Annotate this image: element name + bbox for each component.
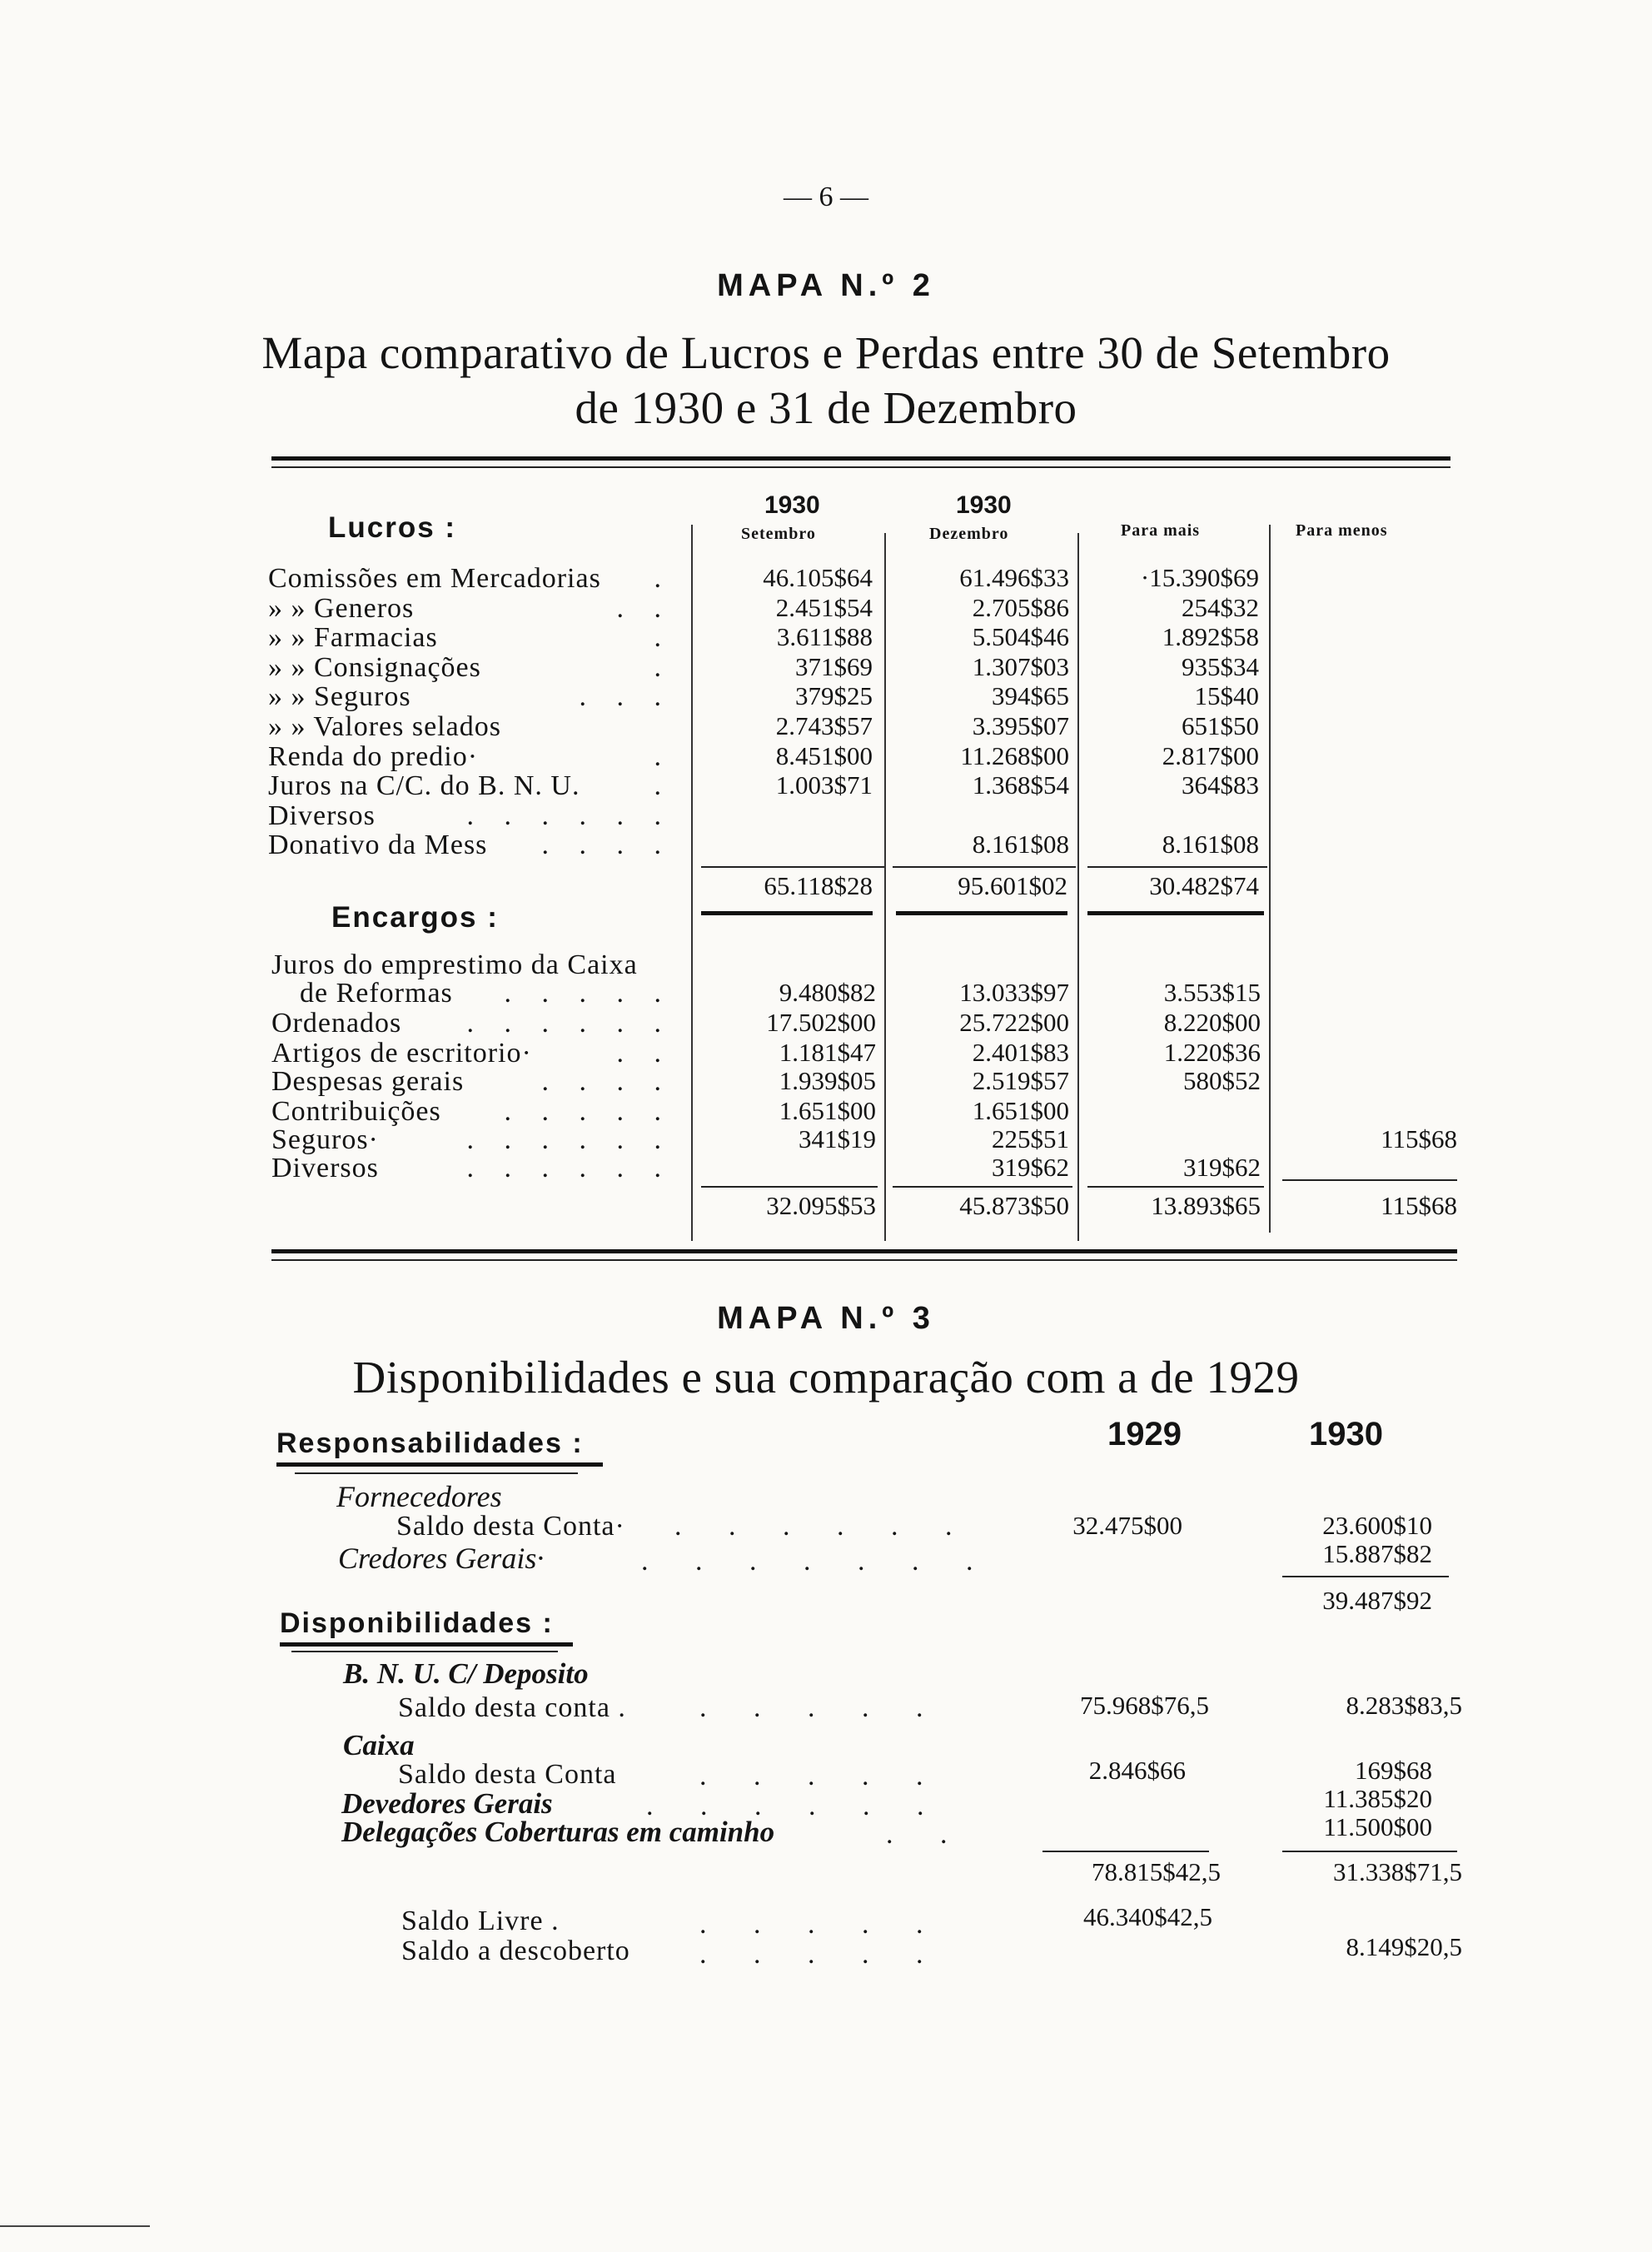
row-label: Artigos de escritorio· bbox=[271, 1038, 532, 1069]
cell-dezembro: 2.705$86 bbox=[972, 592, 1069, 622]
caixa-saldo-label: Saldo desta Conta bbox=[398, 1759, 617, 1790]
cell-setembro: 1.003$71 bbox=[775, 770, 873, 800]
disp-sum-rule-2 bbox=[1282, 1851, 1457, 1852]
row-label: Ordenados bbox=[271, 1008, 402, 1039]
lucros-heading: Lucros : bbox=[328, 511, 457, 544]
bottom-rule bbox=[271, 1249, 1457, 1253]
leader-dots: . bbox=[654, 770, 673, 802]
cell-para-mais: 935$34 bbox=[1182, 651, 1259, 681]
lucros-double-rule-2 bbox=[896, 911, 1067, 915]
encargos-total-set: 32.095$53 bbox=[766, 1191, 876, 1220]
resp-sum-rule bbox=[1282, 1576, 1449, 1577]
col-divider-3 bbox=[1077, 533, 1079, 1241]
row-label: Juros do emprestimo da Caixa bbox=[271, 949, 638, 980]
row-label: Renda do predio· bbox=[268, 740, 479, 772]
top-rule bbox=[271, 456, 1450, 461]
cell-dezembro: 8.161$08 bbox=[972, 830, 1069, 859]
cell-dezembro: 11.268$00 bbox=[960, 740, 1069, 770]
mapa3-heading: MAPA N.º 3 bbox=[717, 1301, 935, 1336]
leader-dots: . . bbox=[616, 1038, 673, 1069]
leader-dots: . bbox=[654, 563, 673, 594]
cell-dezembro: 394$65 bbox=[992, 681, 1069, 711]
col-divider-4 bbox=[1269, 525, 1271, 1233]
col-sub-dezembro: Dezembro bbox=[929, 525, 1009, 543]
cell-setembro: 379$25 bbox=[795, 681, 873, 711]
cell-setembro: 1.651$00 bbox=[779, 1096, 876, 1125]
cell-dezembro: 225$51 bbox=[992, 1124, 1069, 1153]
cell-setembro: 2.451$54 bbox=[775, 592, 873, 622]
cell-para-mais: 319$62 bbox=[1183, 1153, 1261, 1182]
row-label: de Reformas bbox=[300, 978, 453, 1009]
lucros-total-set: 65.118$28 bbox=[764, 871, 873, 900]
cell-setembro: 341$19 bbox=[799, 1124, 876, 1153]
cell-para-mais: 3.553$15 bbox=[1163, 978, 1261, 1007]
leader-dots: . bbox=[654, 740, 673, 772]
cell-para-mais: 364$83 bbox=[1182, 770, 1259, 800]
cell-para-mais: 1.220$36 bbox=[1163, 1038, 1261, 1067]
leader-dots: . . . . . . bbox=[466, 1008, 673, 1039]
dev-dots: . . . . . . bbox=[646, 1791, 944, 1821]
leader-dots: . . . . . bbox=[504, 1096, 673, 1127]
fornecedores-label: Fornecedores bbox=[336, 1480, 502, 1513]
col-divider-1 bbox=[691, 525, 693, 1241]
responsabilidades-heading: Responsabilidades : bbox=[276, 1427, 584, 1459]
cell-dezembro: 61.496$33 bbox=[959, 563, 1069, 592]
cell-setembro: 9.480$82 bbox=[779, 978, 876, 1007]
col-year-1: 1930 bbox=[764, 491, 820, 519]
cell-dezembro: 2.401$83 bbox=[972, 1038, 1069, 1067]
bnu-saldo-label: Saldo desta conta . bbox=[398, 1692, 626, 1723]
cell-para-mais: 8.220$00 bbox=[1163, 1008, 1261, 1037]
lucros-sum-rule-2 bbox=[893, 866, 1076, 868]
lucros-total-dez: 95.601$02 bbox=[958, 871, 1067, 900]
row-label: Diversos bbox=[271, 1153, 379, 1183]
row-label: Diversos bbox=[268, 800, 376, 831]
cell-dezembro: 3.395$07 bbox=[972, 711, 1069, 740]
saldo-livre-1929: 46.340$42,5 bbox=[1083, 1902, 1212, 1931]
disponibilidades-heading: Disponibilidades : bbox=[280, 1607, 554, 1639]
saldo-livre-dots: . . . . . bbox=[699, 1909, 943, 1940]
cell-para-mais: 15$40 bbox=[1194, 681, 1259, 711]
year-1929: 1929 bbox=[1107, 1416, 1182, 1452]
cell-para-mais: 2.817$00 bbox=[1162, 740, 1259, 770]
saldo-descoberto-1930: 8.149$20,5 bbox=[1346, 1932, 1462, 1961]
lucros-total-mais: 30.482$74 bbox=[1149, 871, 1259, 900]
resp-total-1930: 39.487$92 bbox=[1322, 1586, 1432, 1615]
cred-1930: 15.887$82 bbox=[1322, 1539, 1432, 1568]
disp-sum-rule-1 bbox=[1042, 1851, 1209, 1852]
row-label: Seguros· bbox=[271, 1124, 379, 1155]
cell-setembro: 3.611$88 bbox=[776, 622, 873, 652]
col-divider-2 bbox=[884, 533, 886, 1241]
cell-setembro: 8.451$00 bbox=[775, 740, 873, 770]
disp-total-1930: 31.338$71,5 bbox=[1333, 1857, 1462, 1886]
cell-setembro: 46.105$64 bbox=[763, 563, 873, 592]
disp-total-1929: 78.815$42,5 bbox=[1092, 1857, 1221, 1886]
deleg-dots: . . bbox=[886, 1819, 968, 1850]
cell-para-mais: 254$32 bbox=[1182, 592, 1259, 622]
cell-para-mais: 8.161$08 bbox=[1162, 830, 1259, 859]
cell-dezembro: 2.519$57 bbox=[972, 1066, 1069, 1095]
saldo-livre-label: Saldo Livre . bbox=[401, 1906, 560, 1936]
cell-para-mais: 580$52 bbox=[1183, 1066, 1261, 1095]
leader-dots: . . . . . . bbox=[466, 1124, 673, 1155]
lucros-double-rule-3 bbox=[1087, 911, 1264, 915]
cell-setembro: 1.181$47 bbox=[779, 1038, 876, 1067]
cell-para-menos: 115$68 bbox=[1381, 1124, 1457, 1153]
mapa2-heading: MAPA N.º 2 bbox=[717, 268, 935, 303]
encargos-total-mais: 13.893$65 bbox=[1151, 1191, 1261, 1220]
cell-setembro: 17.502$00 bbox=[766, 1008, 876, 1037]
resp-underline bbox=[276, 1462, 603, 1467]
year-1930: 1930 bbox=[1309, 1416, 1383, 1452]
cell-dezembro: 25.722$00 bbox=[959, 1008, 1069, 1037]
cred-dots: . . . . . . . bbox=[641, 1546, 993, 1577]
enc-sum-rule-2 bbox=[893, 1186, 1072, 1188]
cell-dezembro: 1.307$03 bbox=[972, 651, 1069, 681]
leader-dots: . . . . . bbox=[504, 978, 673, 1009]
cell-dezembro: 5.504$46 bbox=[972, 622, 1069, 652]
leader-dots: . . . . bbox=[541, 1066, 673, 1097]
top-rule-thin bbox=[271, 466, 1450, 468]
saldo-descoberto-label: Saldo a descoberto bbox=[401, 1936, 630, 1966]
page-edge-mark bbox=[0, 2225, 150, 2227]
caixa-label: Caixa bbox=[343, 1729, 415, 1761]
row-label: » » Farmacias bbox=[268, 622, 438, 654]
page-number: — 6 — bbox=[784, 182, 868, 212]
encargos-heading: Encargos : bbox=[331, 901, 499, 934]
encargos-total-menos: 115$68 bbox=[1381, 1191, 1457, 1220]
forn-dots: . . . . . . bbox=[674, 1511, 973, 1542]
leader-dots: . . bbox=[616, 592, 673, 624]
forn-1930: 23.600$10 bbox=[1322, 1511, 1432, 1540]
forn-saldo-label: Saldo desta Conta· bbox=[396, 1511, 625, 1542]
resp-underline-thin bbox=[295, 1472, 578, 1474]
mapa2-title-line1: Mapa comparativo de Lucros e Perdas entre 30 de Setembro bbox=[261, 327, 1391, 378]
cell-dezembro: 1.368$54 bbox=[972, 770, 1069, 800]
caixa-1929: 2.846$66 bbox=[1088, 1756, 1186, 1785]
leader-dots: . . . bbox=[579, 681, 673, 713]
row-label: » » Seguros bbox=[268, 681, 411, 713]
row-label: Juros na C/C. do B. N. U. bbox=[268, 770, 580, 802]
cell-dezembro: 1.651$00 bbox=[972, 1096, 1069, 1125]
col-year-2: 1930 bbox=[956, 491, 1012, 519]
encargos-total-dez: 45.873$50 bbox=[959, 1191, 1069, 1220]
bnu-1930: 8.283$83,5 bbox=[1346, 1691, 1462, 1720]
cell-setembro: 1.939$05 bbox=[779, 1066, 876, 1095]
leader-dots: . bbox=[654, 622, 673, 654]
col-para-mais: Para mais bbox=[1121, 521, 1201, 540]
row-label: » » Generos bbox=[268, 592, 415, 624]
row-label: Comissões em Mercadorias bbox=[268, 563, 601, 594]
enc-sum-rule-1 bbox=[701, 1186, 878, 1188]
cell-para-mais: ·15.390$69 bbox=[1140, 563, 1259, 592]
col-sub-setembro: Setembro bbox=[741, 525, 816, 543]
bnu-dots: . . . . . bbox=[699, 1692, 943, 1723]
delegacoes-label: Delegações Coberturas em caminho bbox=[341, 1816, 775, 1848]
caixa-dots: . . . . . bbox=[699, 1761, 943, 1791]
saldo-descoberto-dots: . . . . . bbox=[699, 1939, 943, 1970]
bnu-1929: 75.968$76,5 bbox=[1080, 1691, 1209, 1720]
leader-dots: . . . . bbox=[541, 830, 673, 861]
cell-para-mais: 1.892$58 bbox=[1162, 622, 1259, 652]
mapa2-title-line2: de 1930 e 31 de Dezembro bbox=[575, 382, 1077, 433]
row-label: Contribuições bbox=[271, 1096, 441, 1127]
bottom-rule-thin bbox=[271, 1259, 1457, 1261]
mapa3-title: Disponibilidades e sua comparação com a de 1929 bbox=[352, 1352, 1300, 1403]
disp-underline bbox=[280, 1642, 573, 1647]
leader-dots: . . . . . . bbox=[466, 800, 673, 831]
caixa-1930: 169$68 bbox=[1355, 1756, 1432, 1785]
credores-label: Credores Gerais· bbox=[338, 1542, 545, 1575]
leader-dots: . bbox=[654, 651, 673, 683]
dev-1930: 11.385$20 bbox=[1323, 1784, 1432, 1813]
enc-sum-rule-4 bbox=[1282, 1179, 1457, 1181]
enc-sum-rule-3 bbox=[1087, 1186, 1264, 1188]
cell-para-mais: 651$50 bbox=[1182, 711, 1259, 740]
cell-dezembro: 13.033$97 bbox=[959, 978, 1069, 1007]
leader-dots: . . . . . . bbox=[466, 1153, 673, 1183]
lucros-sum-rule-3 bbox=[1087, 866, 1267, 868]
cell-dezembro: 319$62 bbox=[992, 1153, 1069, 1182]
col-para-menos: Para menos bbox=[1296, 521, 1388, 540]
disp-underline-thin bbox=[291, 1651, 558, 1652]
devedores-label: Devedores Gerais bbox=[341, 1787, 553, 1820]
row-label: Despesas gerais bbox=[271, 1066, 465, 1097]
bnu-label: B. N. U. C/ Deposito bbox=[343, 1657, 589, 1690]
row-label: » » Consignações bbox=[268, 651, 481, 683]
deleg-1930: 11.500$00 bbox=[1323, 1812, 1432, 1841]
row-label: » » Valores selados bbox=[268, 711, 501, 742]
lucros-sum-rule-1 bbox=[701, 866, 884, 868]
cell-setembro: 2.743$57 bbox=[775, 711, 873, 740]
row-label: Donativo da Mess bbox=[268, 830, 488, 861]
lucros-double-rule-1 bbox=[701, 911, 873, 915]
forn-1929: 32.475$00 bbox=[1072, 1511, 1182, 1540]
cell-setembro: 371$69 bbox=[795, 651, 873, 681]
